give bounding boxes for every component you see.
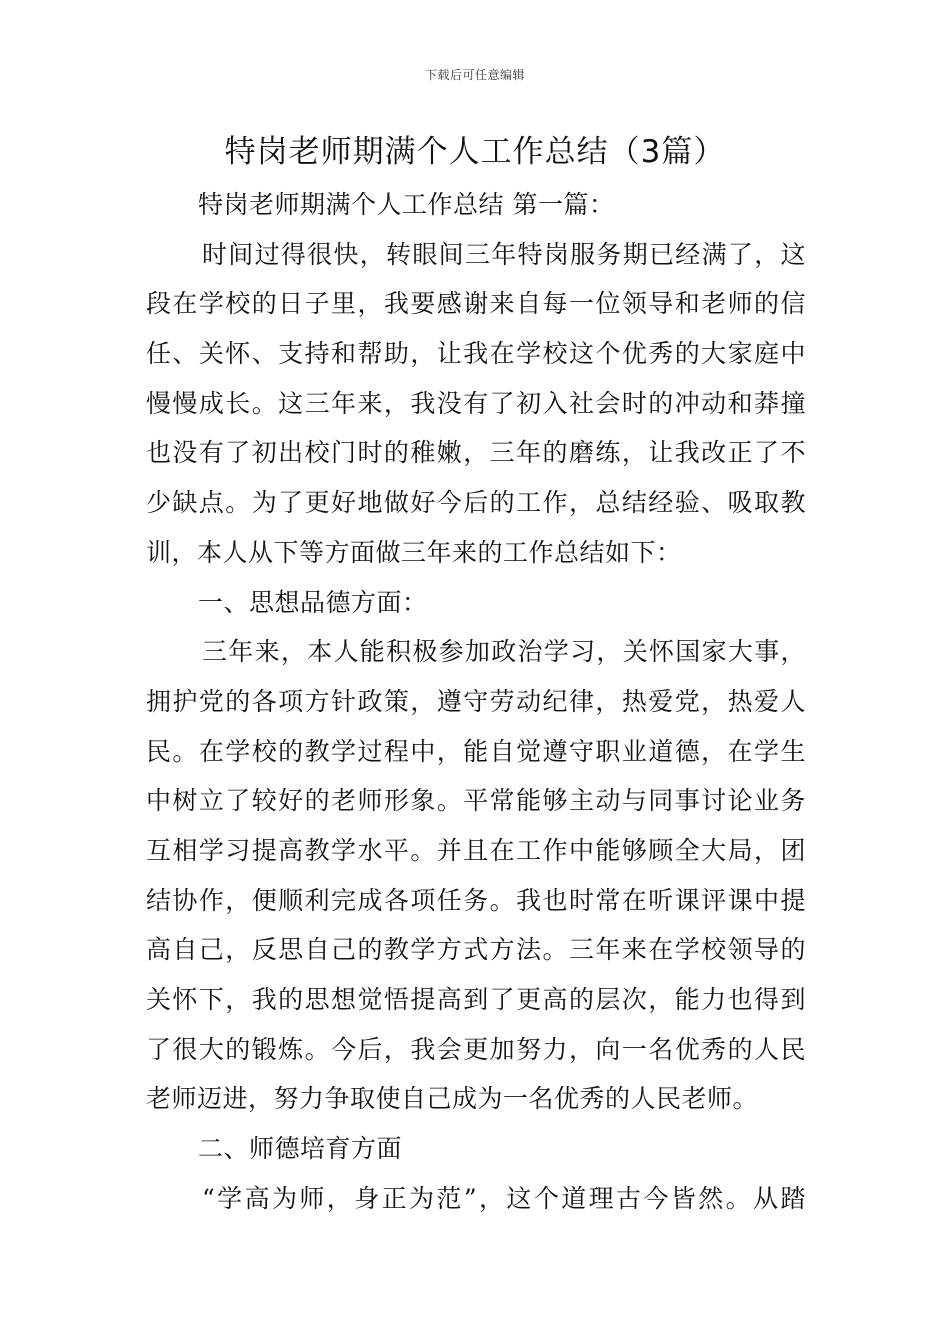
document-title: 特岗老师期满个人工作总结（3篇） [224, 134, 726, 170]
section-heading: 一、思想品德方面： [198, 587, 428, 617]
paragraph-line: 也没有了初出校门时的稚嫩，三年的磨练，让我改正了不 [146, 438, 806, 468]
paragraph-line: 老师迈进，努力争取使自己成为一名优秀的人民老师。 [146, 1084, 759, 1114]
paragraph-line: 训，本人从下等方面做三年来的工作总结如下： [146, 537, 682, 567]
paragraph-line: 高自己，反思自己的教学方式方法。三年来在学校领导的 [146, 935, 806, 965]
section-heading: 特岗老师期满个人工作总结 第一篇： [198, 190, 615, 219]
section-heading: 二、师德培育方面 [198, 1134, 403, 1164]
document-body [146, 180, 806, 1223]
paragraph-line: 时间过得很快，转眼间三年特岗服务期已经满了，这 [202, 239, 806, 269]
paragraph-line: 互相学习提高教学水平。并且在工作中能够顾全大局，团 [146, 835, 806, 865]
paragraph-line: 段在学校的日子里，我要感谢来自每一位领导和老师的信 [146, 289, 806, 319]
paragraph-line: 任、关怀、支持和帮助，让我在学校这个优秀的大家庭中 [146, 339, 806, 369]
paragraph-line: 了很大的锻炼。今后，我会更加努力，向一名优秀的人民 [146, 1034, 806, 1064]
paragraph-line: 拥护党的各项方针政策，遵守劳动纪律，热爱党，热爱人 [146, 686, 806, 716]
paragraph-line: “学高为师，身正为范”，这个道理古今皆然。从踏 [202, 1183, 806, 1213]
page-header: 下载后可任意编辑 [424, 68, 525, 82]
paragraph-line: 结协作，便顺利完成各项任务。我也时常在听课评课中提 [146, 885, 806, 915]
paragraph-line: 中树立了较好的老师形象。平常能够主动与同事讨论业务 [146, 786, 806, 816]
paragraph-line: 民。在学校的教学过程中，能自觉遵守职业道德，在学生 [146, 736, 806, 766]
paragraph-line: 慢慢成长。这三年来，我没有了初入社会时的冲动和莽撞 [146, 388, 806, 418]
paragraph-line: 关怀下，我的思想觉悟提高到了更高的层次，能力也得到 [146, 985, 806, 1014]
paragraph-line: 三年来，本人能积极参加政治学习，关怀国家大事， [202, 637, 806, 667]
paragraph-line: 少缺点。为了更好地做好今后的工作，总结经验、吸取教 [146, 488, 806, 518]
